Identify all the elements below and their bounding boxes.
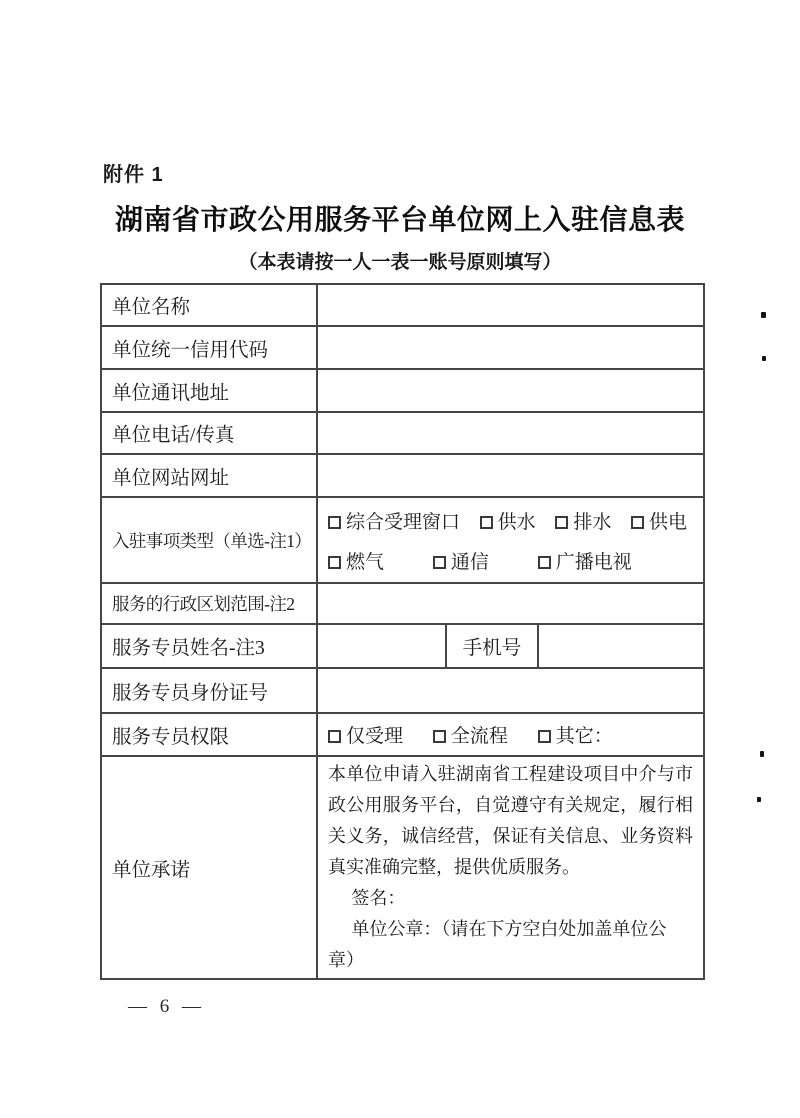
option-power-supply bbox=[631, 507, 687, 534]
row-label-agent-name: 服务专员姓名-注3 bbox=[101, 624, 317, 668]
checkbox-icon bbox=[480, 516, 493, 529]
page-subtitle: （本表请按一人一表一账号原则填写） bbox=[238, 252, 562, 273]
checkbox-icon bbox=[631, 516, 644, 529]
option-gas bbox=[328, 552, 384, 573]
option-full-process bbox=[433, 726, 508, 747]
option-label: 广播电视 bbox=[555, 552, 632, 573]
entry-type-options-line2 bbox=[328, 534, 693, 580]
input-cell-unit-name bbox=[317, 284, 704, 326]
option-label: 排水 bbox=[573, 512, 612, 533]
table-row bbox=[101, 284, 704, 326]
option-label: 其它： bbox=[555, 726, 613, 747]
checkbox-icon bbox=[328, 556, 341, 569]
row-label-agent-id: 服务专员身份证号 bbox=[101, 668, 317, 713]
row-label-credit-code: 单位统一信用代码 bbox=[101, 326, 317, 369]
option-label: 仅受理 bbox=[346, 726, 404, 747]
scan-artifact-dot bbox=[762, 356, 766, 361]
row-label-service-area: 服务的行政区划范围-注2 bbox=[101, 583, 317, 624]
scan-artifact-dot bbox=[761, 312, 766, 318]
input-cell-service-area bbox=[317, 583, 704, 624]
row-label-entry-type: 入驻事项类型（单选-注1） bbox=[101, 497, 317, 583]
scan-artifact-dot bbox=[757, 797, 761, 802]
option-accept-only bbox=[328, 726, 403, 747]
option-label: 燃气 bbox=[346, 552, 385, 573]
entry-type-options-cell bbox=[317, 497, 704, 583]
commitment-text-cell bbox=[317, 756, 704, 979]
row-label-address: 单位通讯地址 bbox=[101, 369, 317, 412]
row-label-unit-name: 单位名称 bbox=[101, 284, 317, 326]
entry-type-options-line1 bbox=[328, 500, 693, 534]
option-label: 供水 bbox=[497, 512, 536, 533]
option-label: 通信 bbox=[450, 552, 489, 573]
option-label: 全流程 bbox=[450, 726, 508, 747]
checkbox-icon bbox=[538, 556, 551, 569]
scan-artifact-dot bbox=[760, 751, 764, 757]
option-drainage bbox=[555, 507, 611, 534]
input-cell-phone-fax bbox=[317, 412, 704, 454]
page-number: — 6 — bbox=[128, 996, 205, 1017]
table-row bbox=[101, 326, 704, 369]
checkbox-icon bbox=[328, 730, 341, 743]
option-comprehensive-window bbox=[328, 507, 460, 534]
checkbox-icon bbox=[538, 730, 551, 743]
option-label: 综合受理窗口 bbox=[346, 512, 461, 533]
checkbox-icon bbox=[433, 556, 446, 569]
input-cell-address bbox=[317, 369, 704, 412]
page-title: 湖南省市政公用服务平台单位网上入驻信息表 bbox=[114, 204, 685, 235]
input-cell-credit-code bbox=[317, 326, 704, 369]
table-row bbox=[101, 668, 704, 713]
input-cell-agent-id bbox=[317, 668, 704, 713]
row-label-phone-fax: 单位电话/传真 bbox=[101, 412, 317, 454]
checkbox-icon bbox=[328, 516, 341, 529]
input-cell-website bbox=[317, 454, 704, 497]
row-label-agent-permission: 服务专员权限 bbox=[101, 713, 317, 756]
registration-form-table bbox=[100, 283, 705, 980]
option-other bbox=[538, 726, 613, 747]
attachment-label: 附件 1 bbox=[103, 164, 164, 186]
checkbox-icon bbox=[433, 730, 446, 743]
table-row bbox=[101, 583, 704, 624]
table-row-commitment bbox=[101, 756, 704, 979]
table-row-agent-name bbox=[101, 624, 704, 668]
commitment-body-text: 本单位申请入驻湖南省工程建设项目中介与市政公用服务平台，自觉遵守有关规定，履行相关义务，诚信经营，保证有关信息、业务资料真实准确完整，提供优质服务。 bbox=[328, 764, 694, 877]
seal-label: 单位公章：（请在下方空白处加盖单位公章） bbox=[328, 919, 667, 970]
row-label-mobile-number: 手机号 bbox=[446, 624, 538, 668]
table-row bbox=[101, 454, 704, 497]
option-broadcast-tv bbox=[538, 552, 632, 573]
option-water-supply bbox=[480, 507, 536, 534]
table-row-agent-permission bbox=[101, 713, 704, 756]
table-row bbox=[101, 412, 704, 454]
agent-permission-options-cell bbox=[317, 713, 704, 756]
row-label-website: 单位网站网址 bbox=[101, 454, 317, 497]
row-label-commitment: 单位承诺 bbox=[101, 756, 317, 979]
signature-label: 签名： bbox=[351, 888, 406, 908]
table-row-entry-type bbox=[101, 497, 704, 583]
table-row bbox=[101, 369, 704, 412]
input-cell-mobile-number bbox=[538, 624, 704, 668]
input-cell-agent-name bbox=[317, 624, 446, 668]
option-telecom bbox=[433, 552, 489, 573]
checkbox-icon bbox=[555, 516, 568, 529]
option-label: 供电 bbox=[648, 512, 687, 533]
